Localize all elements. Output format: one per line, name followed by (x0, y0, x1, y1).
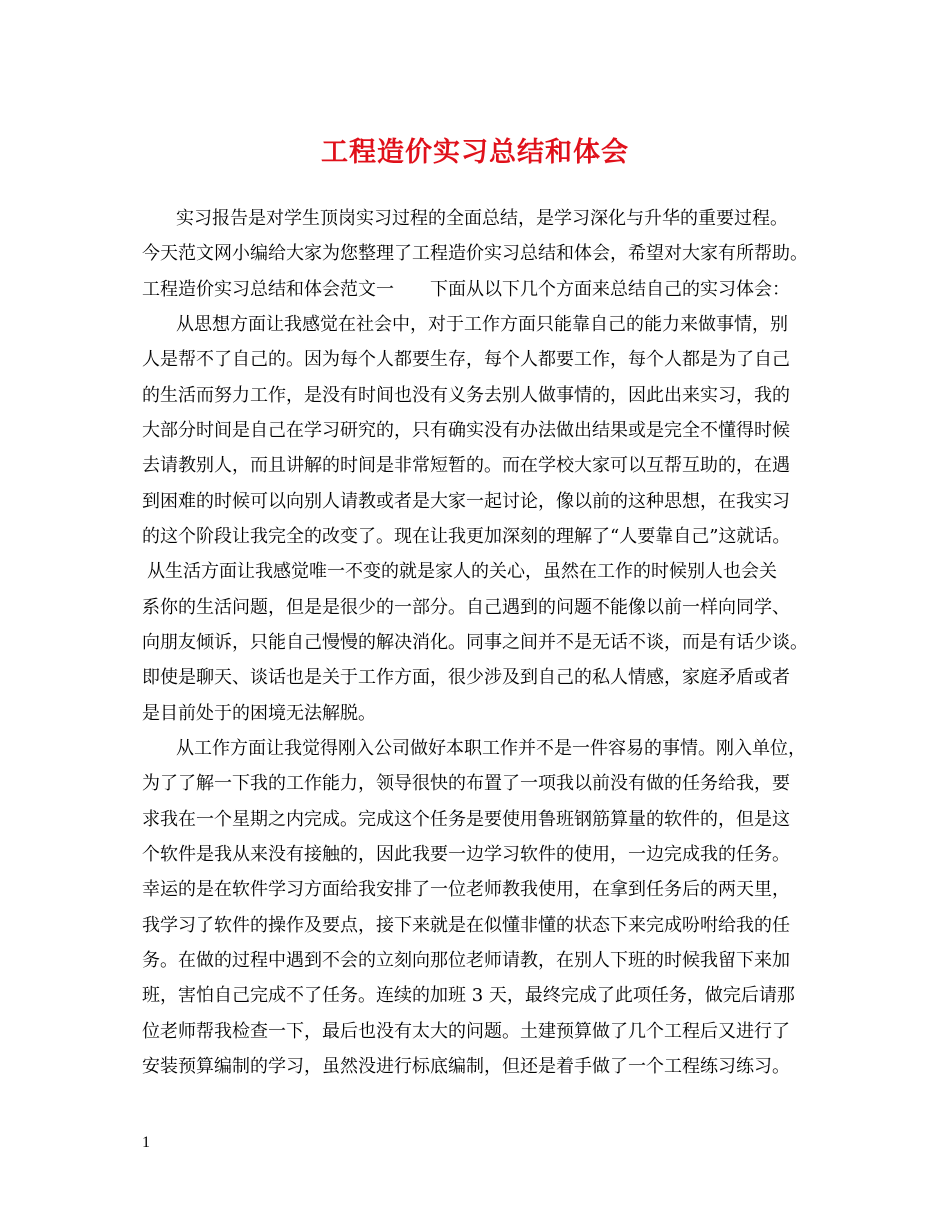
text-line: 的生活而努力工作，是没有时间也没有义务去别人做事情的，因此出来实习，我的 (142, 385, 790, 406)
text-line: 的这个阶段让我完全的改变了。现在让我更加深刻的理解了“人要靠自己”这就话。 (142, 526, 791, 547)
text-line: 今天范文网小编给大家为您整理了工程造价实习总结和体会，希望对大家有所帮助。 (142, 243, 808, 264)
text-line: 安装预算编制的学习，虽然没进行标底编制，但还是着手做了一个工程练习练习。 (142, 1056, 790, 1077)
text-line: 实习报告是对学生顶岗实习过程的全面总结，是学习深化与升华的重要过程。 (176, 208, 788, 229)
text-line: 向朋友倾诉，只能自己慢慢的解决消化。同事之间并不是无话不谈，而是有话少谈。 (142, 632, 808, 653)
text-line: 工程造价实习总结和体会范文一 下面从以下几个方面来总结自己的实习体会： (142, 279, 790, 300)
text-line: 去请教别人，而且讲解的时间是非常短暂的。而在学校大家可以互帮互助的，在遇 (142, 455, 790, 476)
text-line: 个软件是我从来没有接触的，因此我要一边学习软件的使用，一边完成我的任务。 (142, 844, 790, 865)
text-line: 从思想方面让我感觉在社会中，对于工作方面只能靠自己的能力来做事情，别 (176, 314, 788, 335)
text-line: 求我在一个星期之内完成。完成这个任务是要使用鲁班钢筋算量的软件的，但是这 (142, 809, 790, 830)
text-line: 人是帮不了自己的。因为每个人都要生存，每个人都要工作，每个人都是为了自己 (142, 349, 790, 370)
text-line: 务。在做的过程中遇到不会的立刻向那位老师请教，在别人下班的时候我留下来加 (142, 950, 790, 971)
text-line: 幸运的是在软件学习方面给我安排了一位老师教我使用，在拿到任务后的两天里， (142, 879, 790, 900)
text-line: 是目前处于的困境无法解脱。 (142, 703, 376, 724)
text-line: 我学习了软件的操作及要点，接下来就是在似懂非懂的状态下来完成吩咐给我的任 (142, 915, 790, 936)
text-line: 从工作方面让我觉得刚入公司做好本职工作并不是一件容易的事情。刚入单位， (176, 738, 806, 759)
text-line: 班，害怕自己完成不了任务。连续的加班 3 天，最终完成了此项任务，做完后请那 (142, 985, 795, 1006)
text-line: 大部分时间是自己在学习研究的，只有确实没有办法做出结果或是完全不懂得时候 (142, 420, 790, 441)
text-line: 从生活方面让我感觉唯一不变的就是家人的关心，虽然在工作的时候别人也会关 (147, 561, 777, 582)
text-line: 系你的生活问题，但是是很少的一部分。自己遇到的问题不能像以前一样向同学、 (142, 597, 790, 618)
text-line: 即使是聊天、谈话也是关于工作方面，很少涉及到自己的私人情感，家庭矛盾或者 (142, 667, 790, 688)
text-line: 到困难的时候可以向别人请教或者是大家一起讨论，像以前的这种思想，在我实习 (142, 491, 790, 512)
text-line: 为了了解一下我的工作能力，领导很快的布置了一项我以前没有做的任务给我，要 (142, 773, 790, 794)
page-number: 1 (142, 1134, 150, 1151)
text-line: 位老师帮我检查一下，最后也没有太大的问题。土建预算做了几个工程后又进行了 (142, 1021, 790, 1042)
document-title: 工程造价实习总结和体会 (321, 137, 629, 168)
